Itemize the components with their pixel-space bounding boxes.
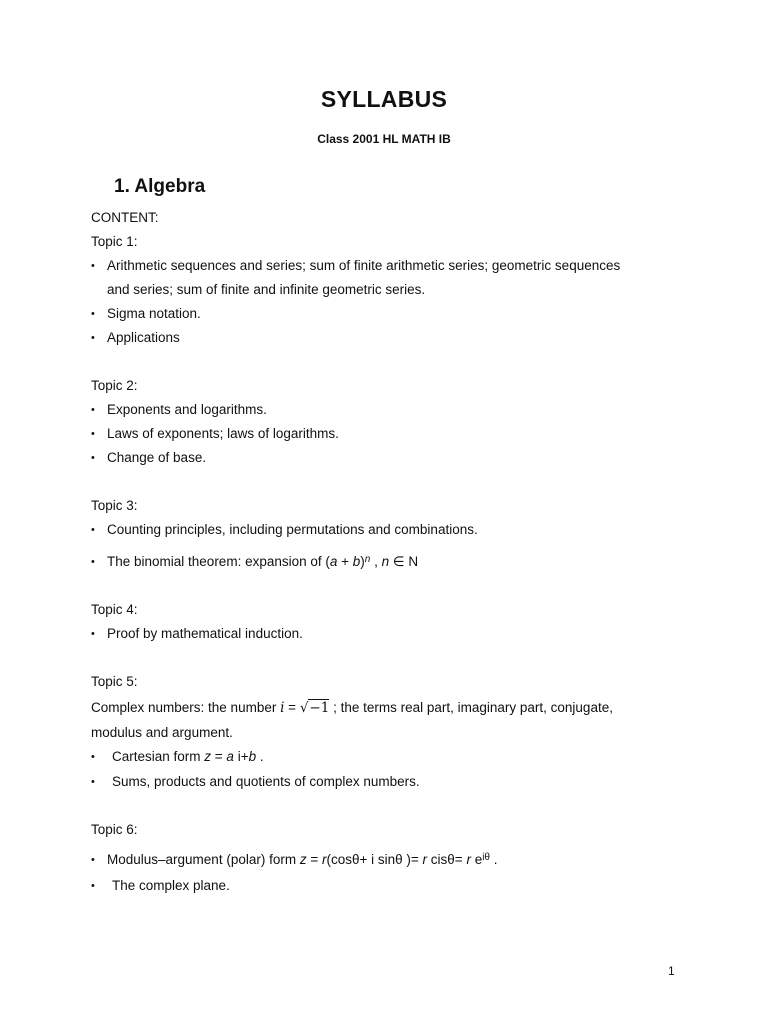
topic-label: Topic 6: bbox=[91, 822, 138, 837]
bullet-icon: • bbox=[91, 880, 95, 892]
bullet-icon: • bbox=[91, 556, 95, 568]
paragraph: modulus and argument. bbox=[91, 725, 233, 740]
list-item-text: Laws of exponents; laws of logarithms. bbox=[107, 426, 339, 441]
list-item-text: Sums, products and quotients of complex numbers. bbox=[112, 774, 420, 789]
bullet-icon: • bbox=[91, 751, 95, 763]
bullet-icon: • bbox=[91, 260, 95, 272]
list-item-text: Proof by mathematical induction. bbox=[107, 626, 303, 641]
bullet-icon: • bbox=[91, 428, 95, 440]
topic-label: Topic 5: bbox=[91, 674, 138, 689]
list-item-text: Change of base. bbox=[107, 450, 207, 465]
bullet-icon: • bbox=[91, 404, 95, 416]
content-label: CONTENT: bbox=[91, 210, 159, 225]
topic-label: Topic 1: bbox=[91, 234, 138, 249]
list-item-text: Counting principles, including permutations and combinations. bbox=[107, 522, 478, 537]
list-item-text: Sigma notation. bbox=[107, 306, 201, 321]
list-item-text: Exponents and logarithms. bbox=[107, 402, 267, 417]
topic-label: Topic 3: bbox=[91, 498, 138, 513]
list-item-text: Arithmetic sequences and series; sum of finite arithmetic series; geometric sequences bbox=[107, 258, 621, 273]
page-subtitle: Class 2001 HL MATH IB bbox=[317, 132, 451, 146]
page-title: SYLLABUS bbox=[320, 86, 448, 112]
topic-label: Topic 2: bbox=[91, 378, 138, 393]
bullet-icon: • bbox=[91, 776, 95, 788]
list-item-text: Cartesian form z = a i+b . bbox=[112, 749, 264, 764]
paragraph: Complex numbers: the number i = √−1 ; the terms real part, imaginary part, conjugate, bbox=[91, 700, 613, 716]
page-number: 1 bbox=[668, 964, 675, 978]
list-item-text: Applications bbox=[107, 330, 180, 345]
bullet-icon: • bbox=[91, 308, 95, 320]
bullet-icon: • bbox=[91, 854, 95, 866]
bullet-icon: • bbox=[91, 452, 95, 464]
list-item-text: The complex plane. bbox=[112, 878, 230, 893]
section-heading: 1. Algebra bbox=[114, 176, 206, 197]
topic-label: Topic 4: bbox=[91, 602, 138, 617]
bullet-icon: • bbox=[91, 524, 95, 536]
list-item-continuation: and series; sum of finite and infinite geometric series. bbox=[107, 282, 426, 297]
list-item-text: Modulus–argument (polar) form z = r(cosθ+ i sinθ )= r cisθ= r $e^{i\theta}$ . bbox=[107, 852, 498, 867]
list-item-text: The binomial theorem: expansion of $(a + b)^n$ , n ∈ N bbox=[107, 554, 419, 569]
bullet-icon: • bbox=[91, 332, 95, 344]
bullet-icon: • bbox=[91, 628, 95, 640]
